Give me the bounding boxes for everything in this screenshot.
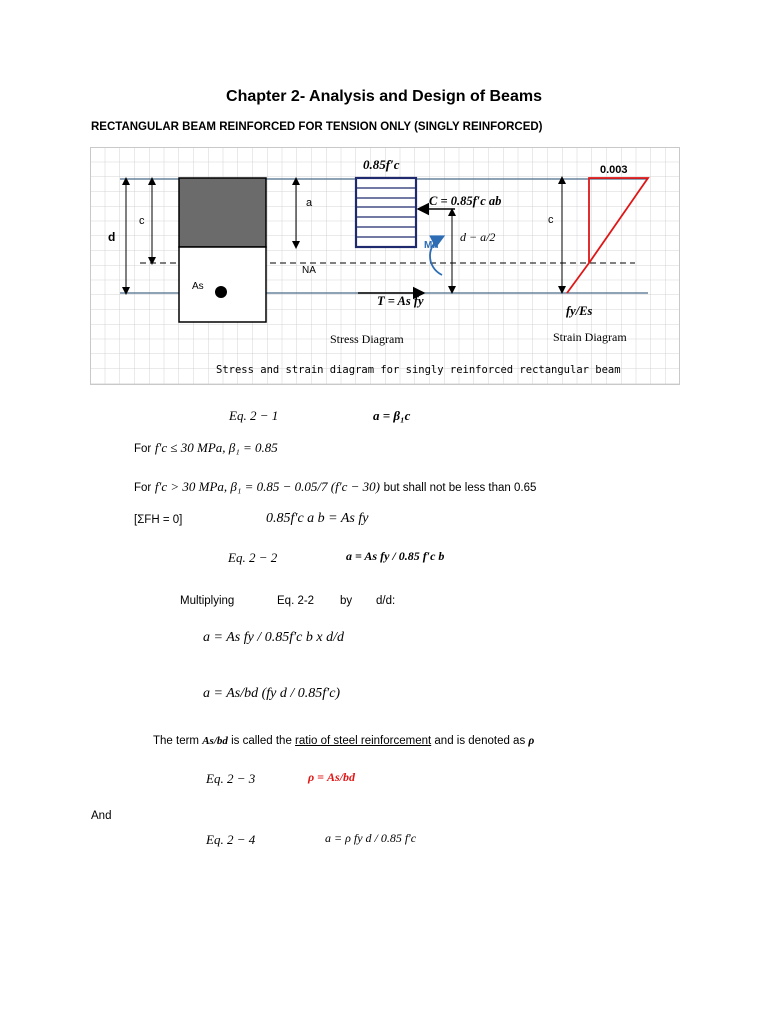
multiplying-dd: d/d: [376, 595, 396, 607]
equilibrium-label: [ΣFH = 0] [134, 514, 183, 526]
rule-2-suffix: but shall not be less than 0.65 [383, 482, 537, 494]
tension-label: T = As fy [377, 294, 424, 308]
multiplying-by: by [340, 595, 353, 607]
multiplying-word: Multiplying [180, 595, 235, 607]
rule-1 [134, 440, 278, 456]
as-label: As [192, 281, 204, 292]
term-post: and is denoted as [434, 735, 526, 747]
eq-2-4-formula: a = ρ fy d / 0.85 f′c [325, 831, 417, 845]
stress-diagram-label: Stress Diagram [330, 332, 404, 346]
a-label: a [306, 197, 313, 209]
multiplying-eq: Eq. 2-2 [277, 595, 315, 607]
eq-2-1-label: Eq. 2 − 1 [229, 408, 279, 423]
section-heading: RECTANGULAR BEAM REINFORCED FOR TENSION ONLY (SINGLY REINFORCED) [91, 121, 543, 133]
eq-2-1-formula: a = β₁c [373, 408, 411, 423]
rule-1-prefix: For [134, 443, 152, 455]
rule-2 [134, 479, 536, 495]
figure-caption: Stress and strain diagram for singly reinforced rectangular beam [216, 364, 621, 376]
moment-label: Mn [424, 240, 439, 251]
page-title: Chapter 2- Analysis and Design of Beams [226, 88, 542, 105]
compression-zone [179, 178, 266, 247]
term-fraction: As/bd [202, 735, 228, 747]
rule-2-condition: f′c > 30 MPa, β₁ = 0.85 − 0.05/7 (f′c − 30) [154, 479, 380, 494]
eq-2-2-label: Eq. 2 − 2 [228, 550, 278, 565]
strain-top-label: 0.003 [600, 164, 628, 176]
strain-bottom-label: fy/Es [566, 304, 593, 318]
rule-2-prefix: For [134, 482, 152, 494]
term-symbol: ρ [528, 735, 535, 747]
stress-strain-figure [90, 147, 680, 385]
c-label: c [139, 215, 145, 227]
equilibrium-formula: 0.85f′c a b = As fy [266, 511, 369, 526]
compression-label: C = 0.85f′c ab [429, 194, 502, 208]
eq-a-rearranged: a = As/bd (fy d / 0.85f′c) [203, 686, 341, 701]
lever-arm-label: d − a/2 [460, 230, 496, 244]
rule-1-condition: f′c ≤ 30 MPa, β₁ = 0.85 [154, 440, 278, 455]
eq-2-4-label: Eq. 2 − 4 [206, 832, 256, 847]
stress-top-label: 0.85f′c [363, 157, 400, 172]
eq-a-expanded: a = As fy / 0.85f′c b x d/d [203, 630, 344, 645]
term-mid: is called the [231, 735, 292, 747]
eq-2-3-label: Eq. 2 − 3 [206, 771, 256, 786]
term-definition [153, 735, 534, 747]
term-pre: The term [153, 735, 200, 747]
na-label: NA [302, 265, 316, 276]
term-underlined: ratio of steel reinforcement [295, 735, 432, 747]
steel-bar [215, 286, 227, 298]
and-label: And [91, 810, 112, 822]
stress-block [356, 178, 416, 247]
strain-c-label: c [548, 214, 554, 226]
eq-2-3-formula: ρ = As/bd [308, 770, 356, 784]
eq-2-2-formula: a = As fy / 0.85 f′c b [346, 549, 445, 563]
d-label: d [108, 230, 116, 244]
strain-diagram-label: Strain Diagram [553, 330, 627, 344]
